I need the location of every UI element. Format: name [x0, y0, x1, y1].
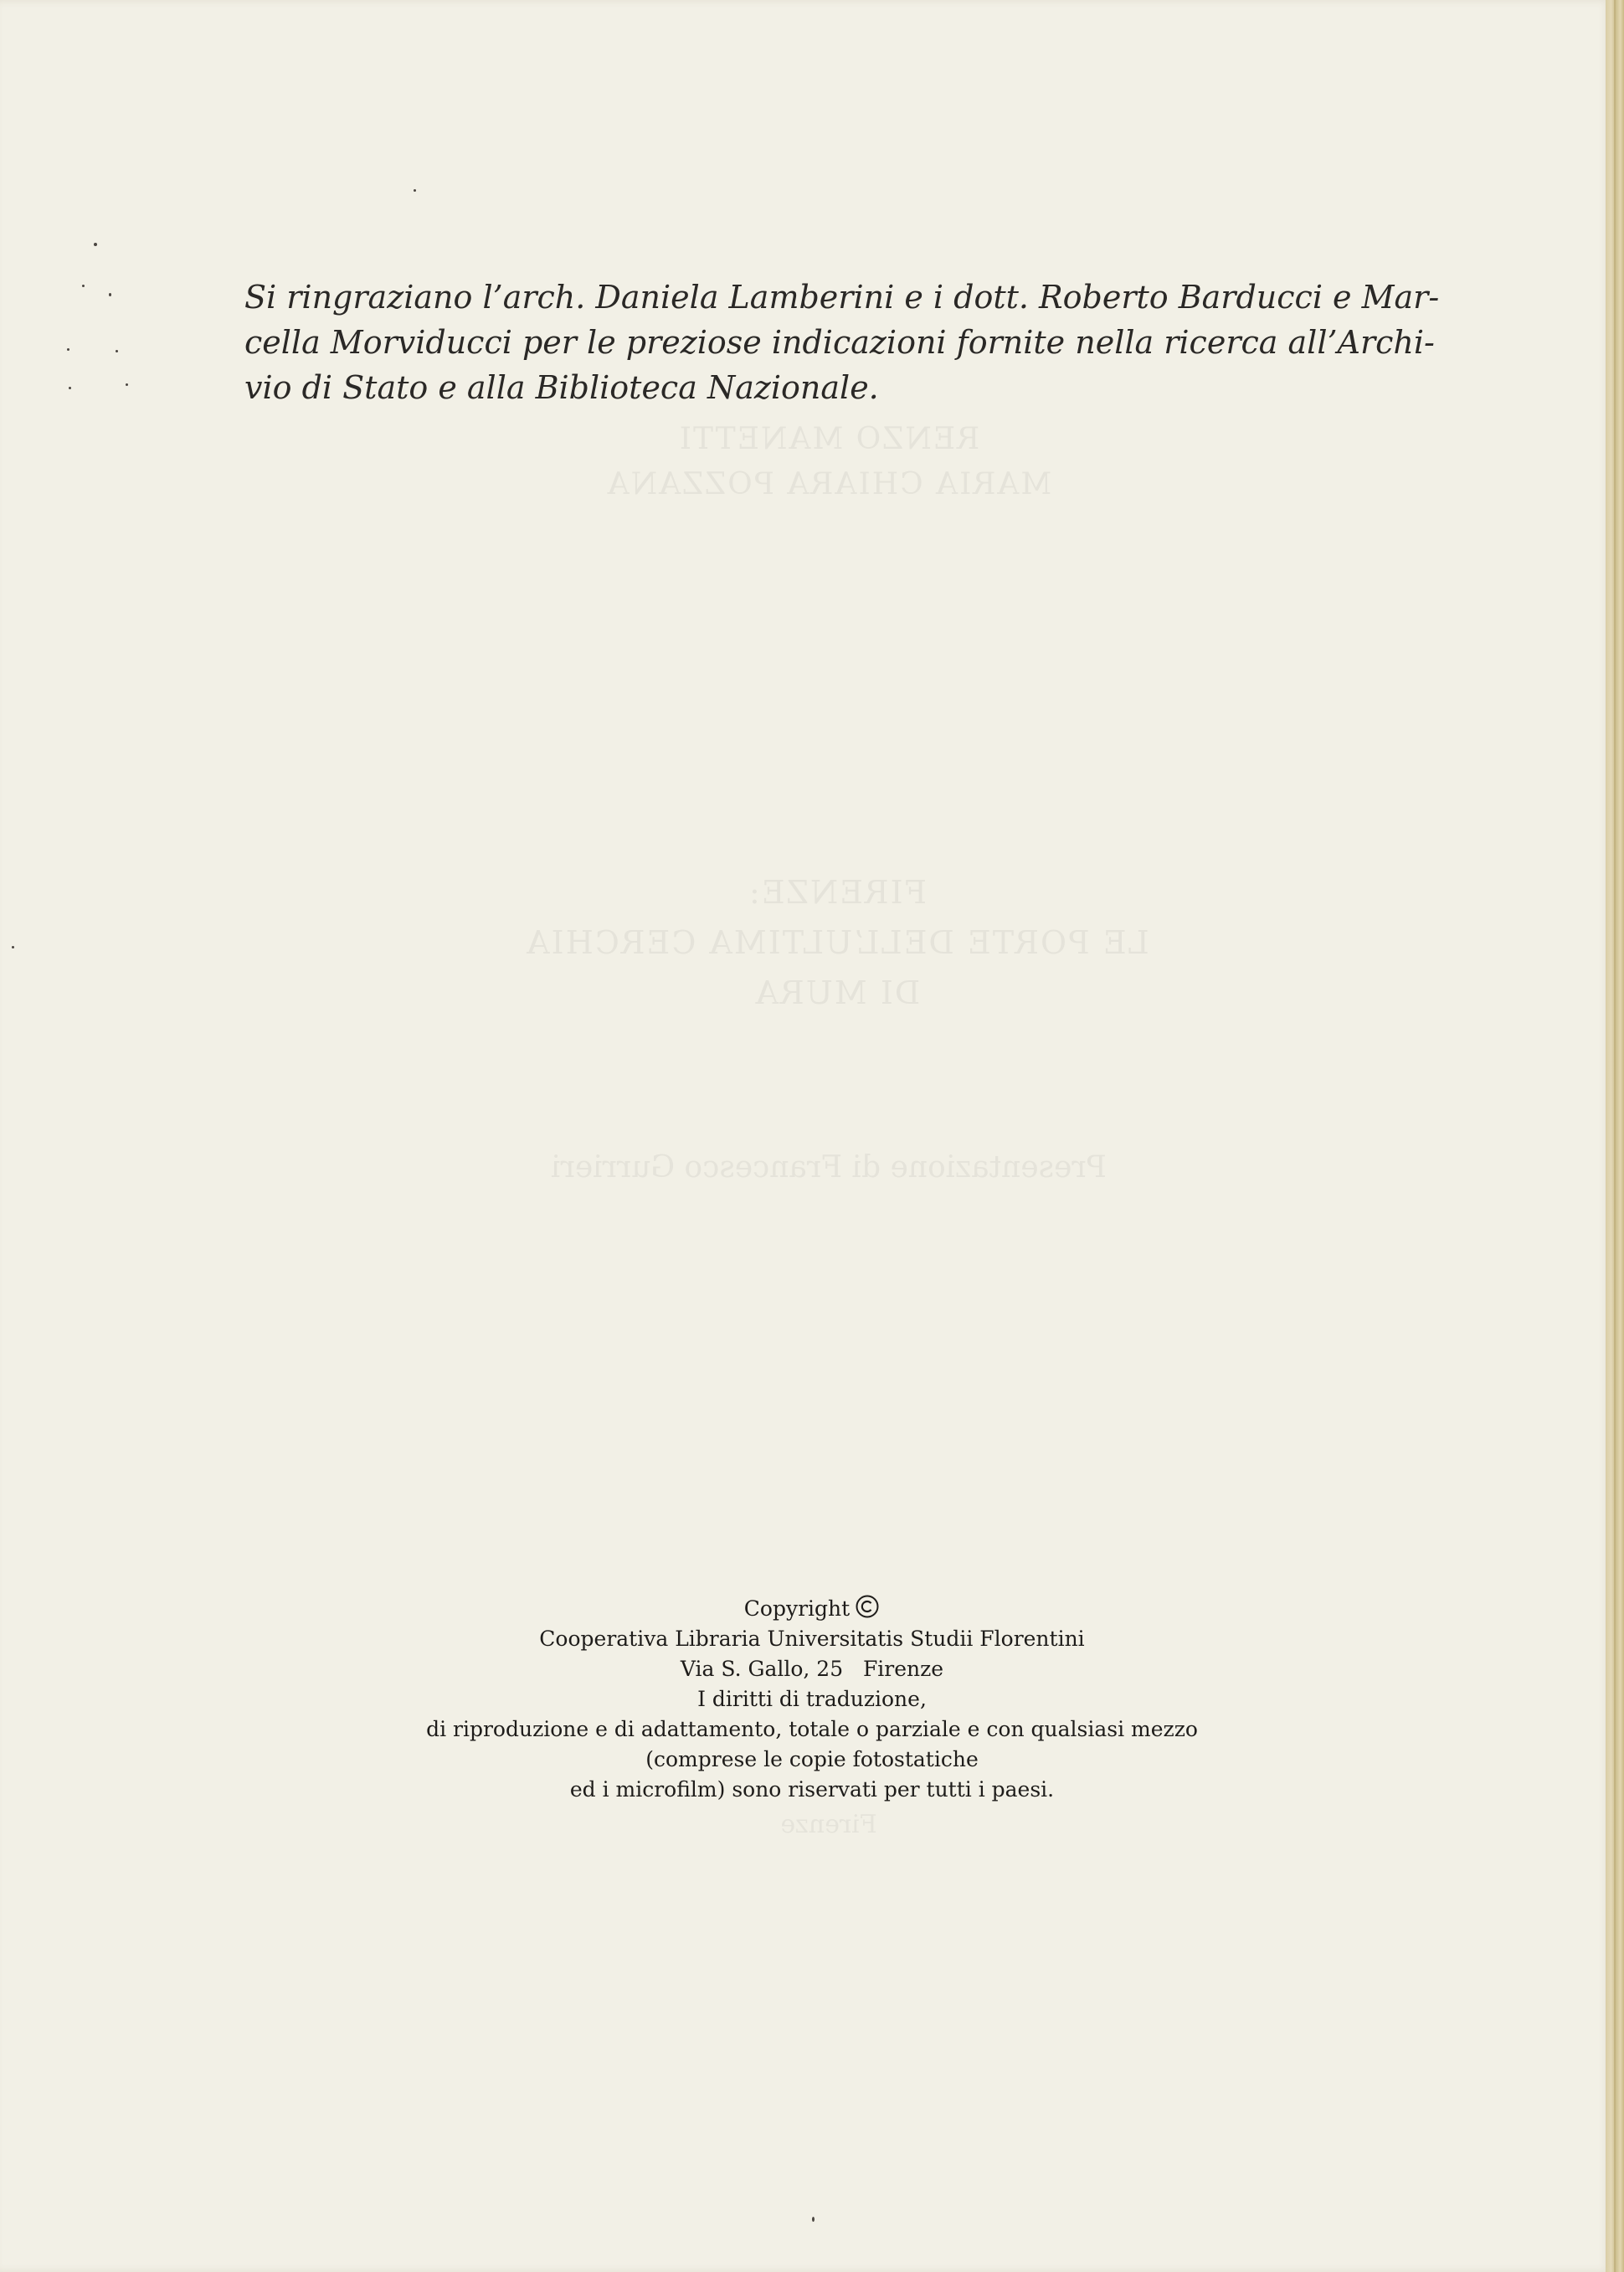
- acknowledgement-line-1: Si ringraziano l’arch. Daniela Lamberini e i dott. Roberto Barducci e Mar-: [244, 279, 1440, 316]
- copyright-address: Via S. Gallo, 25 Firenze: [680, 1657, 944, 1681]
- dust-speck: [109, 293, 111, 296]
- dust-speck: [116, 350, 118, 352]
- bleed-through-title: [511, 867, 1164, 1018]
- copyright-publisher: Cooperativa Libraria Universitatis Studii Florentini: [539, 1627, 1085, 1651]
- dust-speck: [812, 2217, 815, 2222]
- copyright-rights-line-3: (comprese le copie fotostatiche: [645, 1747, 979, 1771]
- bleed-through-authors: [594, 417, 1063, 507]
- bleed-through-presentation: Presentazione di Francesco Gurrieri: [551, 1150, 1107, 1185]
- bleed-through-author-1: RENZO MANETTI: [677, 422, 980, 456]
- copyright-rights-line-2: di riproduzione e di adattamento, totale o parziale e con qualsiasi mezzo: [426, 1717, 1198, 1741]
- bleed-through-author-2: MARIA CHIARA POZZANA: [605, 467, 1052, 501]
- copyright-symbol-icon: [855, 1594, 880, 1619]
- dust-speck: [94, 243, 97, 246]
- copyright-heading: [251, 1594, 1373, 1624]
- dust-speck: [126, 383, 128, 386]
- acknowledgement-line-2: cella Morviducci per le preziose indicazioni fornite nella ricerca all’Archi-: [244, 324, 1435, 361]
- dust-speck: [414, 189, 416, 192]
- page-edge-line: [1614, 0, 1616, 2272]
- copyright-block: [251, 1594, 1373, 1805]
- bleed-through-title-line-3: DI MURA: [753, 974, 921, 1011]
- dust-speck: [69, 387, 71, 389]
- copyright-rights-line-1: I diritti di traduzione,: [697, 1687, 927, 1711]
- bleed-through-city: Firenze: [780, 1810, 877, 1839]
- dust-speck: [12, 946, 14, 948]
- dust-speck: [67, 348, 69, 351]
- dust-speck: [82, 285, 85, 287]
- bleed-through-title-line-1: FIRENZE:: [748, 874, 927, 911]
- copyright-rights-line-4: ed i microfilm) sono riservati per tutti i paesi.: [569, 1777, 1055, 1802]
- bleed-through-title-line-2: LE PORTE DELL’ULTIMA CERCHIA: [525, 924, 1149, 961]
- acknowledgement-line-3: vio di Stato e alla Biblioteca Nazionale.: [244, 369, 879, 406]
- copyright-label: Copyright: [743, 1596, 851, 1621]
- acknowledgement-paragraph: [244, 275, 1440, 410]
